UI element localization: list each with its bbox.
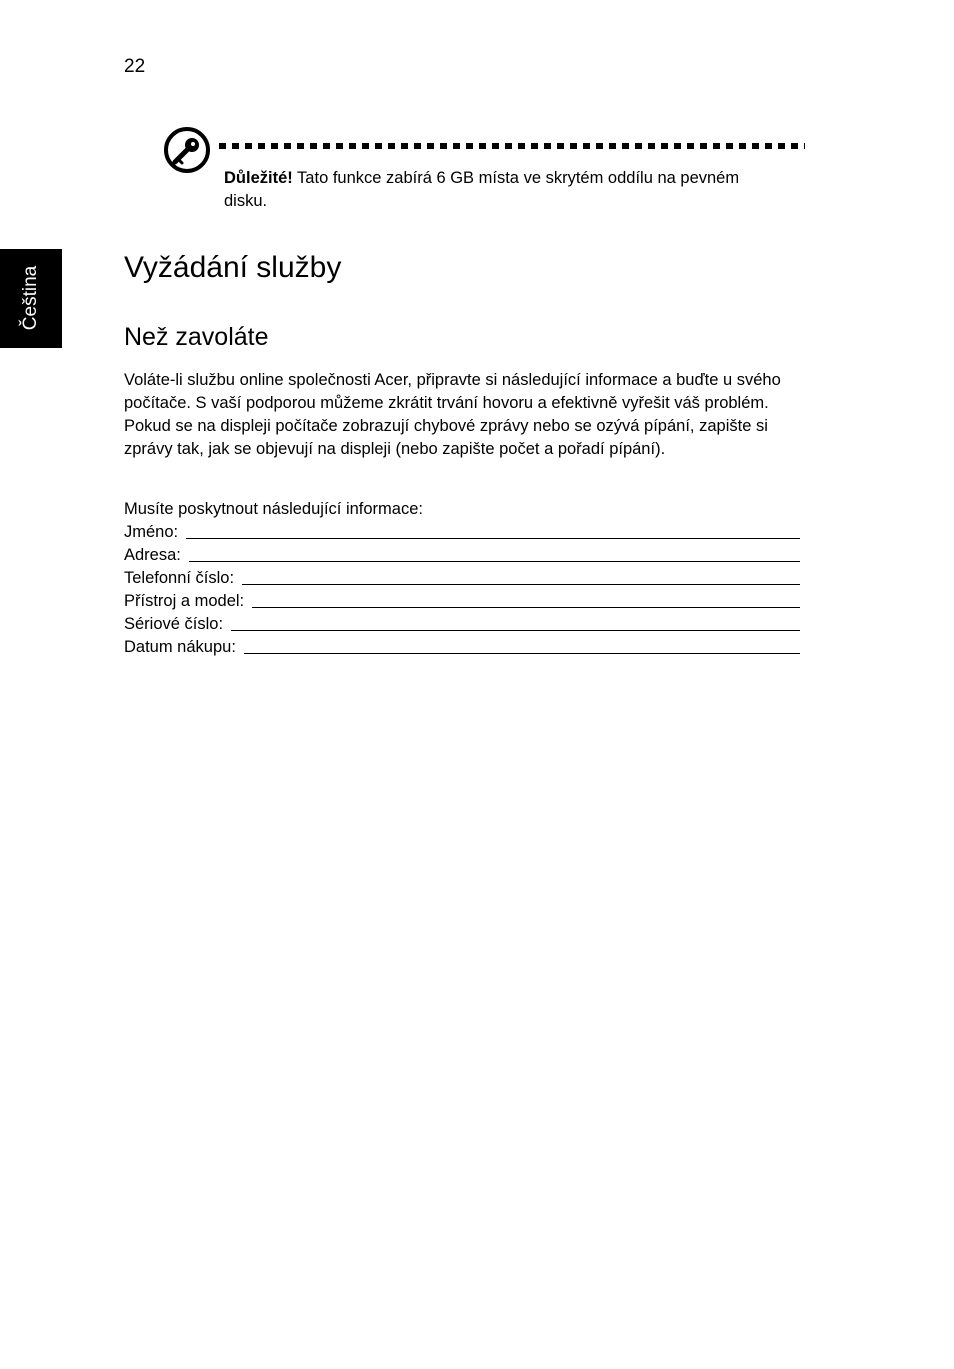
language-tab — [0, 249, 62, 348]
page-title: Vyžádání služby — [124, 251, 342, 284]
form-row-serial — [124, 613, 800, 636]
field-label-model: Přístroj a model: — [124, 592, 245, 610]
field-label-phone: Telefonní číslo: — [124, 569, 235, 587]
important-note — [224, 167, 784, 213]
important-label: Důležité! — [224, 169, 293, 187]
field-label-serial: Sériové číslo: — [124, 615, 224, 633]
field-label-purchase-date: Datum nákupu: — [124, 638, 236, 656]
key-icon — [163, 126, 211, 174]
form-row-name — [124, 521, 800, 544]
field-label-address: Adresa: — [124, 546, 181, 564]
form-row-purchase-date — [124, 636, 800, 659]
field-line-purchase-date[interactable] — [244, 653, 800, 654]
field-line-phone[interactable] — [242, 584, 800, 585]
field-line-model[interactable] — [252, 607, 800, 608]
important-note-text: Tato funkce zabírá 6 GB místa ve skrytém oddílu na pevném disku. — [224, 169, 740, 210]
field-label-name: Jméno: — [124, 523, 179, 541]
section-title: Než zavoláte — [124, 323, 269, 351]
form-row-address — [124, 544, 800, 567]
form-row-phone — [124, 567, 800, 590]
field-line-address[interactable] — [189, 561, 800, 562]
language-tab-label: Čeština — [20, 265, 41, 331]
form-row-model — [124, 590, 800, 613]
info-form — [124, 521, 800, 659]
section-paragraph: Voláte-li službu online společnosti Acer, připravte si následující informace a buďte u svého počítače. S vaší podporou můžeme zkrátit trvání hovoru a efektivně vyřešit váš problém. Pokud se na displeji počítače zobrazují chybové zprávy nebo se ozývá pípání, zapište si zprávy tak, jak se objevují na displeji (nebo zapište počet a pořadí pípání). — [124, 371, 781, 458]
note-divider — [219, 143, 805, 149]
field-line-name[interactable] — [186, 538, 800, 539]
field-line-serial[interactable] — [231, 630, 800, 631]
form-intro: Musíte poskytnout následující informace: — [124, 500, 423, 518]
page-number: 22 — [124, 56, 146, 77]
